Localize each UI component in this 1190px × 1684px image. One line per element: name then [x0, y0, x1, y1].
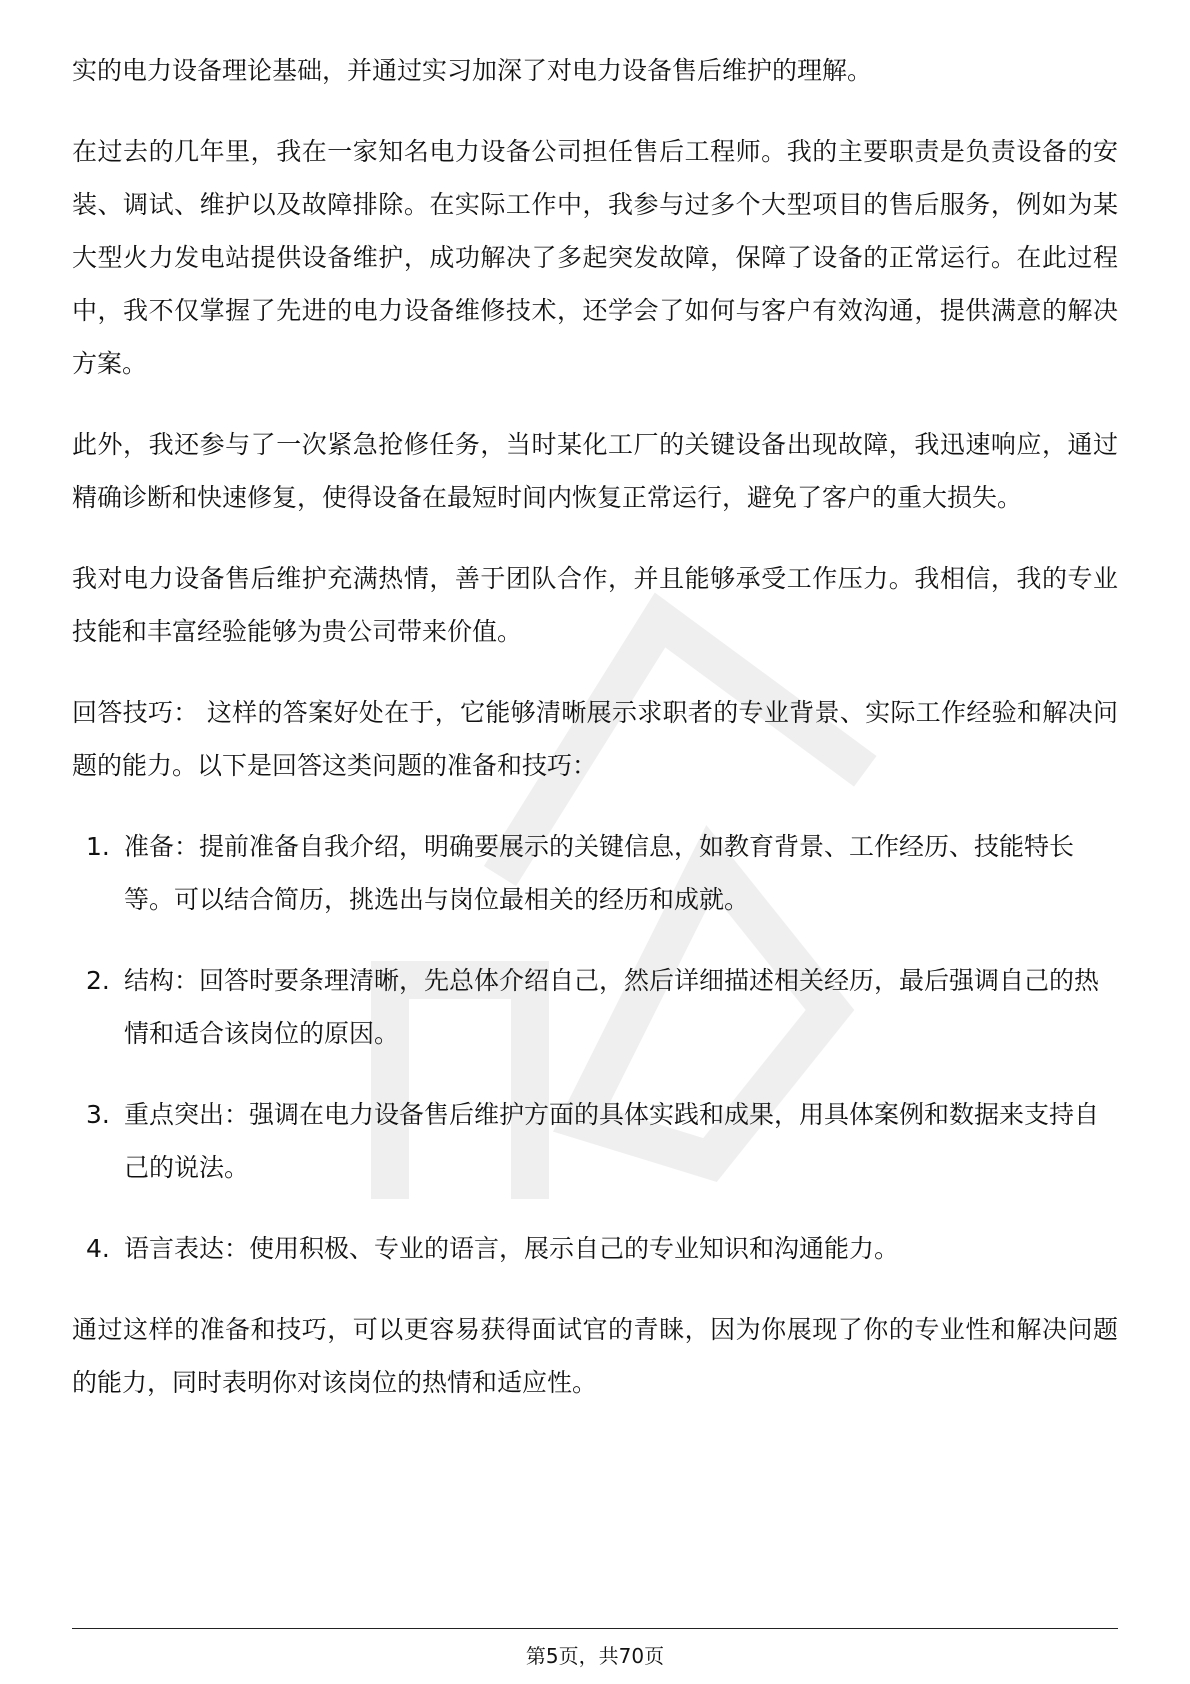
paragraph-education: 实的电力设备理论基础，并通过实习加深了对电力设备售后维护的理解。	[72, 56, 873, 85]
list-item	[72, 1222, 1118, 1275]
paragraph-emergency-repair: 此外，我还参与了一次紧急抢修任务，当时某化工厂的关键设备出现故障，我迅速响应，通过精确诊断和快速修复，使得设备在最短时间内恢复正常运行，避免了客户的重大损失。	[72, 430, 1118, 512]
list-text: 重点突出：强调在电力设备售后维护方面的具体实践和成果，用具体案例和数据来支持自己的说法。	[124, 1100, 1100, 1182]
list-number: 3.	[86, 1100, 110, 1129]
list-number: 1.	[86, 832, 110, 861]
footer-divider	[72, 1628, 1118, 1629]
paragraph-experience: 在过去的几年里，我在一家知名电力设备公司担任售后工程师。我的主要职责是负责设备的安装、调试、维护以及故障排除。在实际工作中，我参与过多个大型项目的售后服务，例如为某大型火力发电站提供设备维护，成功解决了多起突发故障，保障了设备的正常运行。在此过程中，我不仅掌握了先进的电力设备维修技术，还学会了如何与客户有效沟通，提供满意的解决方案。	[72, 137, 1118, 378]
list-item	[72, 820, 1118, 926]
list-item	[72, 1088, 1118, 1194]
paragraph-closing: 通过这样的准备和技巧，可以更容易获得面试官的青睐，因为你展现了你的专业性和解决问题的能力，同时表明你对该岗位的热情和适应性。	[72, 1315, 1118, 1397]
tips-list	[72, 820, 1118, 1275]
paragraph-motivation: 我对电力设备售后维护充满热情，善于团队合作，并且能够承受工作压力。我相信，我的专业技能和丰富经验能够为贵公司带来价值。	[72, 564, 1118, 646]
list-number: 4.	[86, 1234, 110, 1263]
list-item	[72, 954, 1118, 1060]
list-text: 结构：回答时要条理清晰，先总体介绍自己，然后详细描述相关经历，最后强调自己的热情和适合该岗位的原因。	[124, 966, 1100, 1048]
list-text: 语言表达：使用积极、专业的语言，展示自己的专业知识和沟通能力。	[124, 1234, 900, 1263]
paragraph-answer-tips: 回答技巧： 这样的答案好处在于，它能够清晰展示求职者的专业背景、实际工作经验和解决问题的能力。以下是回答这类问题的准备和技巧：	[72, 698, 1118, 780]
list-number: 2.	[86, 966, 110, 995]
page-number: 第5页，共70页	[525, 1644, 665, 1668]
list-text: 准备：提前准备自我介绍，明确要展示的关键信息，如教育背景、工作经历、技能特长等。可以结合简历，挑选出与岗位最相关的经历和成就。	[124, 832, 1075, 914]
document-body	[72, 44, 1118, 1437]
